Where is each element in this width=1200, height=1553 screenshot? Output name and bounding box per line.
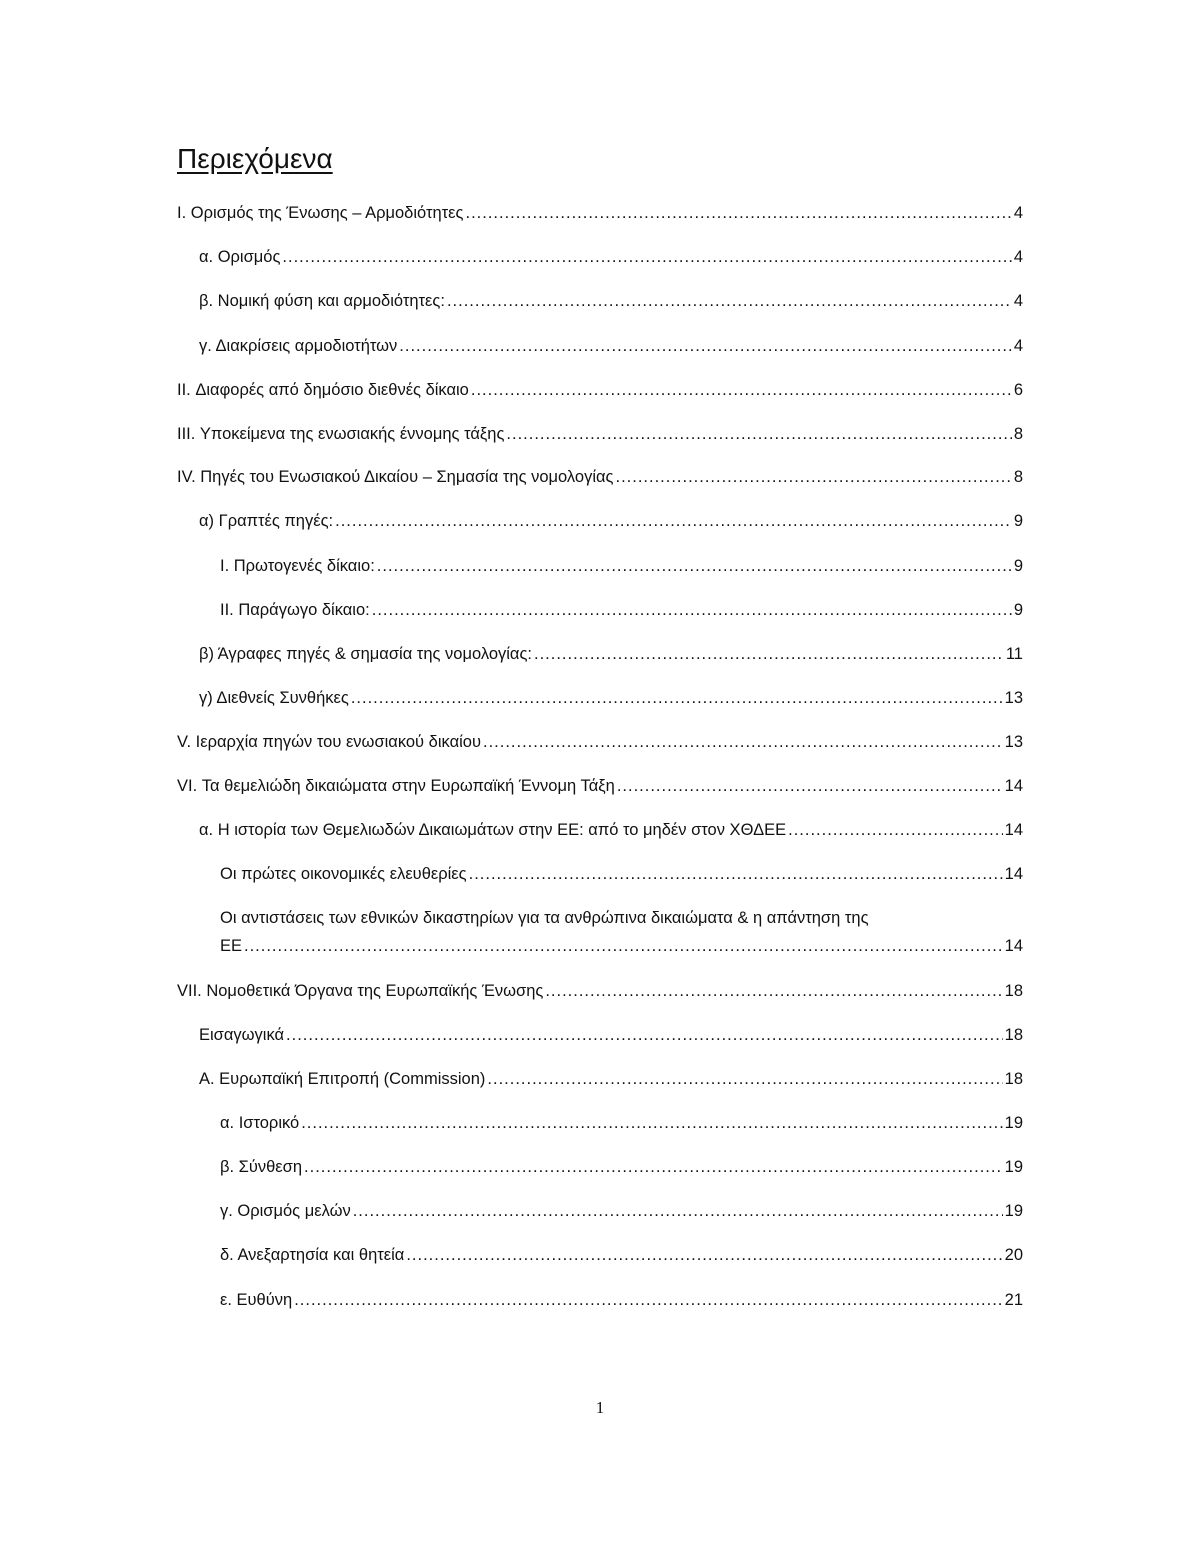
toc-entry-page: 4 — [1013, 248, 1023, 266]
dot-leader — [447, 290, 1012, 312]
toc-entry-page: 18 — [1004, 1026, 1023, 1044]
toc-entry-page: 19 — [1004, 1202, 1023, 1220]
dot-leader — [286, 1024, 1003, 1046]
toc-entry-label: II. Διαφορές από δημόσιο διεθνές δίκαιο — [177, 381, 469, 399]
toc-entry-label: α. Ιστορικό — [220, 1114, 300, 1132]
toc-entry-page: 18 — [1004, 982, 1023, 1000]
toc-entry-page: 8 — [1013, 425, 1023, 443]
toc-entry-page: 21 — [1004, 1291, 1023, 1309]
toc-entry-page: 8 — [1013, 468, 1023, 486]
dot-leader — [304, 1156, 1003, 1178]
dot-leader — [294, 1289, 1002, 1311]
toc-entry[interactable] — [199, 643, 1023, 665]
dot-leader — [465, 202, 1011, 224]
toc-entry[interactable] — [220, 1244, 1023, 1266]
toc-entry[interactable] — [220, 599, 1023, 621]
dot-leader — [353, 1200, 1003, 1222]
page-number: 1 — [595, 1398, 605, 1417]
toc-entry-label: ε. Ευθύνη — [220, 1291, 293, 1309]
toc-entry[interactable] — [220, 1112, 1023, 1134]
toc-entry[interactable] — [199, 687, 1023, 709]
dot-leader — [351, 687, 1003, 709]
dot-leader — [399, 335, 1012, 357]
toc-entry-label-continued: ΕΕ — [220, 937, 243, 955]
toc-entry-page: 19 — [1004, 1114, 1023, 1132]
toc-entry[interactable] — [220, 1289, 1023, 1311]
toc-entry[interactable] — [220, 1156, 1023, 1178]
toc-entry[interactable] — [199, 1068, 1023, 1090]
dot-leader — [244, 935, 1003, 957]
toc-entry[interactable] — [177, 423, 1023, 445]
toc-entry[interactable] — [220, 555, 1023, 577]
toc-entry-label: II. Παράγωγο δίκαιο: — [220, 601, 370, 619]
dot-leader — [471, 379, 1012, 401]
dot-leader — [377, 555, 1012, 577]
dot-leader — [335, 510, 1012, 532]
dot-leader — [617, 775, 1003, 797]
dot-leader — [406, 1244, 1002, 1266]
toc-entry[interactable] — [220, 907, 1023, 957]
toc-entry-page: 18 — [1004, 1070, 1023, 1088]
toc-entry[interactable] — [177, 202, 1023, 224]
toc-entry-label: VI. Τα θεμελιώδη δικαιώματα στην Ευρωπαϊκή Έννομη Τάξη — [177, 777, 615, 795]
toc-entry-label: VII. Νομοθετικά Όργανα της Ευρωπαϊκής Ένωσης — [177, 982, 544, 1000]
toc-entry-label: γ. Ορισμός μελών — [220, 1202, 351, 1220]
toc-entry[interactable] — [220, 1200, 1023, 1222]
toc-entry-page: 9 — [1013, 512, 1023, 530]
toc-entry-label: Εισαγωγικά — [199, 1026, 285, 1044]
toc-entry-page: 9 — [1013, 557, 1023, 575]
toc-entry[interactable] — [199, 246, 1023, 268]
toc-entry-label: V. Ιεραρχία πηγών του ενωσιακού δικαίου — [177, 733, 481, 751]
toc-entry-label: α. Η ιστορία των Θεμελιωδών Δικαιωμάτων στην ΕΕ: από το μηδέν στον ΧΘΔΕΕ — [199, 821, 787, 839]
toc-entry-page: 14 — [1004, 865, 1023, 883]
dot-leader — [534, 643, 1004, 665]
dot-leader — [282, 246, 1011, 268]
toc-entry-page: 4 — [1013, 204, 1023, 222]
toc-entry[interactable] — [199, 290, 1023, 312]
toc-entry-page: 14 — [1004, 821, 1023, 839]
dot-leader — [301, 1112, 1002, 1134]
toc-entry[interactable] — [177, 466, 1023, 488]
toc-entry-page: 6 — [1013, 381, 1023, 399]
toc-entry-label: δ. Ανεξαρτησία και θητεία — [220, 1246, 405, 1264]
toc-entry-label: Α. Ευρωπαϊκή Επιτροπή (Commission) — [199, 1070, 486, 1088]
toc-entry[interactable] — [177, 379, 1023, 401]
toc-entry-page: 4 — [1013, 292, 1023, 310]
toc-entry-label: α. Ορισμός — [199, 248, 281, 266]
dot-leader — [372, 599, 1012, 621]
toc-entry-line — [220, 907, 1023, 929]
dot-leader — [545, 980, 1002, 1002]
toc-heading: Περιεχόμενα — [177, 143, 333, 174]
toc-entry-label: β) Άγραφες πηγές & σημασία της νομολογίας: — [199, 645, 533, 663]
toc-entry-label: γ. Διακρίσεις αρμοδιοτήτων — [199, 337, 398, 355]
toc-entry-label: γ) Διεθνείς Συνθήκες — [199, 689, 349, 707]
toc-entry-line — [220, 935, 1023, 957]
dot-leader — [788, 819, 1003, 841]
toc-entry-page: 20 — [1004, 1246, 1023, 1264]
toc-entry-label: α) Γραπτές πηγές: — [199, 512, 334, 530]
toc-entry-label: III. Υποκείμενα της ενωσιακής έννομης τάξης — [177, 425, 505, 443]
toc-entry-label: I. Ορισμός της Ένωσης – Αρμοδιότητες — [177, 204, 464, 222]
dot-leader — [469, 863, 1003, 885]
toc-entry-label: Οι αντιστάσεις των εθνικών δικαστηρίων για τα ανθρώπινα δικαιώματα & η απάντηση της — [220, 909, 869, 927]
toc-entry-label: β. Σύνθεση — [220, 1158, 303, 1176]
toc-entry[interactable] — [177, 731, 1023, 753]
toc-entry-page: 13 — [1004, 689, 1023, 707]
toc-entry[interactable] — [199, 335, 1023, 357]
toc-entry-page: 4 — [1013, 337, 1023, 355]
toc-entry-label: Οι πρώτες οικονομικές ελευθερίες — [220, 865, 467, 883]
dot-leader — [487, 1068, 1002, 1090]
toc-entry-label: I. Πρωτογενές δίκαιο: — [220, 557, 375, 575]
toc-entry[interactable] — [199, 510, 1023, 532]
toc-entry[interactable] — [177, 775, 1023, 797]
toc-entry-label: IV. Πηγές του Ενωσιακού Δικαίου – Σημασία της νομολογίας — [177, 468, 614, 486]
toc-entry[interactable] — [199, 819, 1023, 841]
toc-entry-page: 9 — [1013, 601, 1023, 619]
toc-entry-page: 13 — [1004, 733, 1023, 751]
dot-leader — [616, 466, 1012, 488]
toc-entry[interactable] — [220, 863, 1023, 885]
toc-entry-page: 14 — [1004, 777, 1023, 795]
dot-leader — [506, 423, 1011, 445]
toc-entry-page: 19 — [1004, 1158, 1023, 1176]
toc-entry-page: 11 — [1005, 645, 1023, 663]
toc-entry-label: β. Νομική φύση και αρμοδιότητες: — [199, 292, 445, 310]
toc-entry-page: 14 — [1004, 937, 1023, 955]
toc-entry[interactable] — [177, 980, 1023, 1002]
toc-entry[interactable] — [199, 1024, 1023, 1046]
dot-leader — [483, 731, 1003, 753]
